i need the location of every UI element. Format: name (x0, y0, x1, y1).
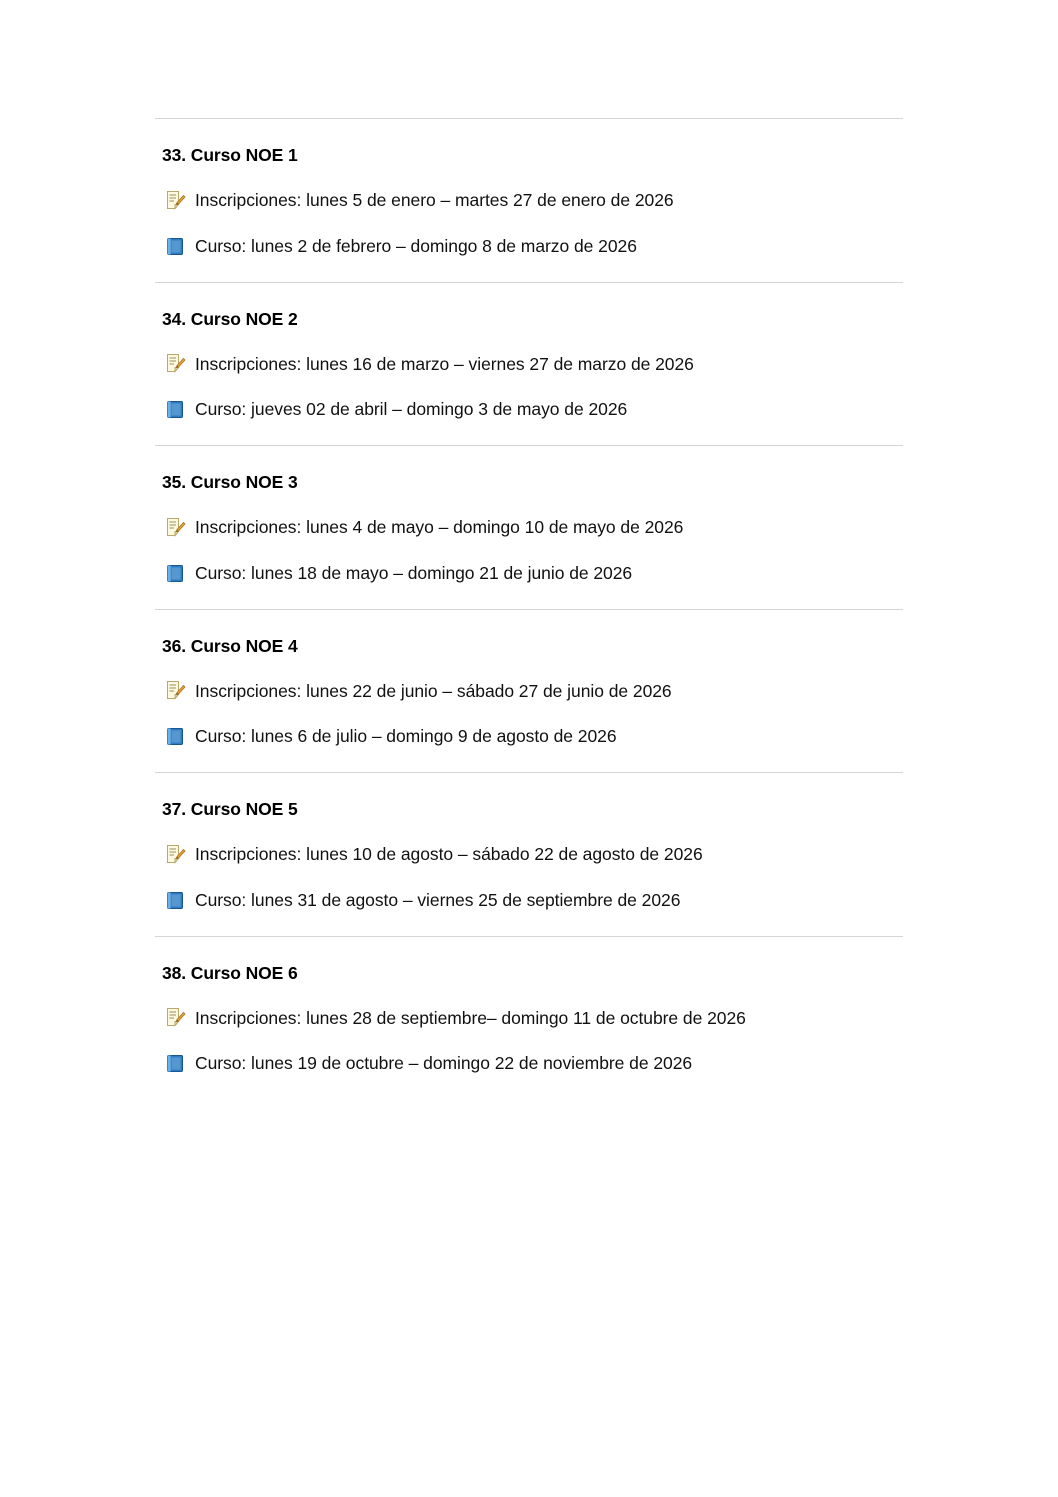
course-entry (155, 937, 903, 1100)
curso-line (165, 562, 903, 585)
inscripciones-text: Inscripciones: lunes 4 de mayo – domingo 10 de mayo de 2026 (195, 517, 684, 537)
curso-line (165, 725, 903, 748)
note-pencil-icon (165, 680, 186, 701)
curso-line (165, 889, 903, 912)
inscripciones-text: Inscripciones: lunes 5 de enero – martes 27 de enero de 2026 (195, 190, 674, 210)
inscripciones-text: Inscripciones: lunes 22 de junio – sábado 27 de junio de 2026 (195, 680, 672, 701)
curso-text: Curso: lunes 18 de mayo – domingo 21 de junio de 2026 (195, 562, 633, 583)
inscripciones-text: Inscripciones: lunes 10 de agosto – sábado 22 de agosto de 2026 (195, 844, 703, 864)
course-title: 35. Curso NOE 3 (162, 472, 298, 492)
course-title: 33. Curso NOE 1 (162, 145, 298, 165)
blue-book-icon (165, 726, 186, 747)
course-entry (155, 283, 903, 446)
inscripciones-line (165, 1007, 903, 1030)
note-pencil-icon (165, 1007, 186, 1028)
course-entry (155, 773, 903, 936)
inscripciones-text: Inscripciones: lunes 28 de septiembre– domingo 11 de octubre de 2026 (195, 1007, 746, 1028)
blue-book-icon (165, 399, 186, 420)
inscripciones-line (165, 189, 903, 212)
curso-text: Curso: lunes 19 de octubre – domingo 22 de noviembre de 2026 (195, 1053, 693, 1074)
course-list (155, 118, 903, 1099)
curso-line (165, 1052, 903, 1075)
curso-text: Curso: lunes 6 de julio – domingo 9 de agosto de 2026 (195, 726, 617, 747)
inscripciones-line (165, 353, 903, 376)
blue-book-icon (165, 236, 186, 257)
inscripciones-line (165, 680, 903, 703)
course-title: 37. Curso NOE 5 (162, 799, 298, 819)
curso-text: Curso: lunes 2 de febrero – domingo 8 de marzo de 2026 (195, 235, 637, 256)
inscripciones-line (165, 516, 903, 539)
note-pencil-icon (165, 844, 186, 865)
curso-text: Curso: jueves 02 de abril – domingo 3 de mayo de 2026 (195, 399, 628, 420)
curso-line (165, 235, 903, 258)
curso-line (165, 398, 903, 421)
note-pencil-icon (165, 517, 186, 538)
inscripciones-text: Inscripciones: lunes 16 de marzo – viernes 27 de marzo de 2026 (195, 353, 694, 374)
course-entry (155, 610, 903, 773)
course-title: 34. Curso NOE 2 (162, 308, 298, 329)
course-title: 38. Curso NOE 6 (162, 962, 298, 983)
note-pencil-icon (165, 190, 186, 211)
curso-text: Curso: lunes 31 de agosto – viernes 25 de septiembre de 2026 (195, 889, 681, 910)
blue-book-icon (165, 1053, 186, 1074)
note-pencil-icon (165, 353, 186, 374)
blue-book-icon (165, 563, 186, 584)
course-entry (155, 446, 903, 609)
inscripciones-line (165, 843, 903, 866)
course-entry (155, 119, 903, 282)
course-title: 36. Curso NOE 4 (162, 635, 298, 656)
blue-book-icon (165, 890, 186, 911)
